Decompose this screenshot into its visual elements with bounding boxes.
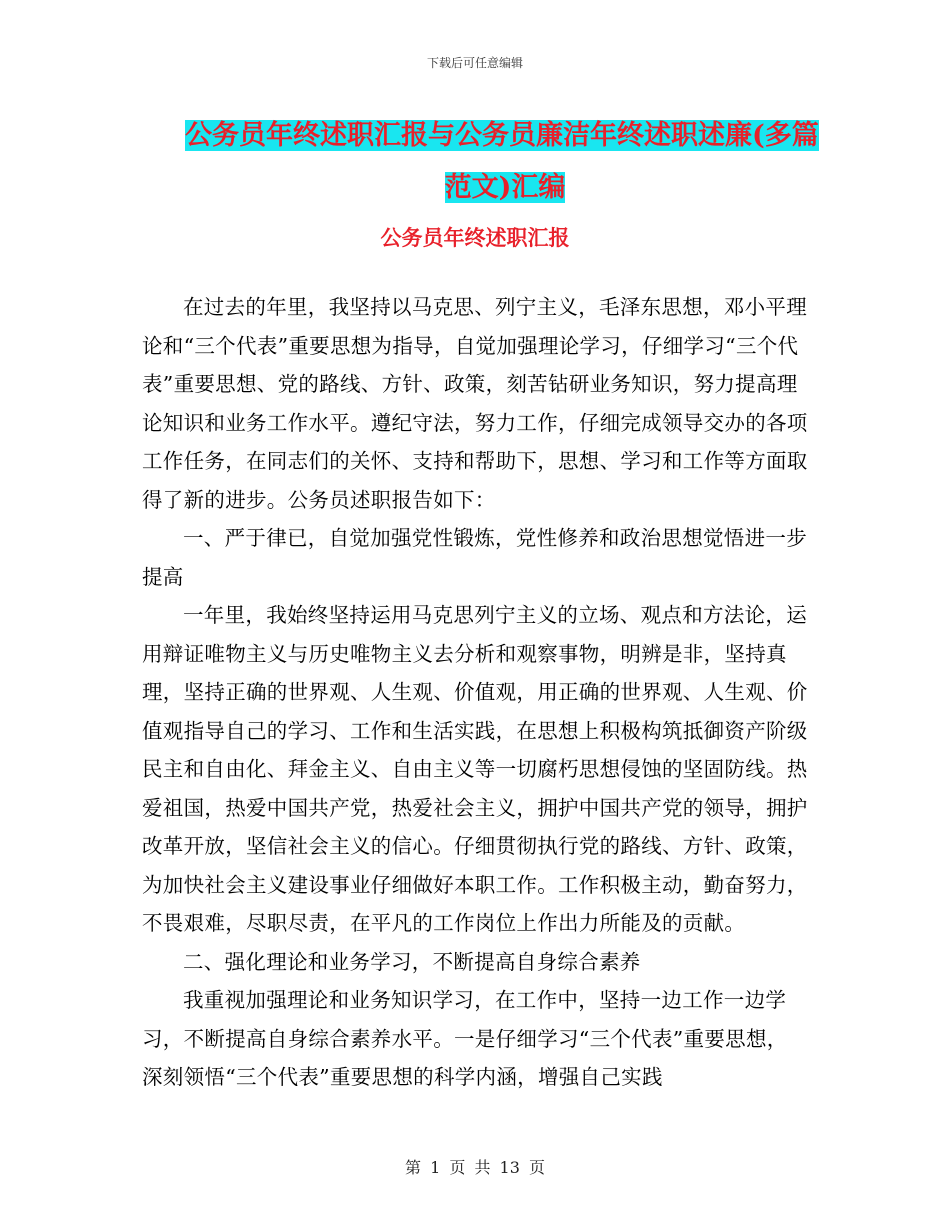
paragraph: 在过去的年里，我坚持以马克思、列宁主义，毛泽东思想，邓小平理论和“三个代表”重要思想为指导，自觉加强理论学习，仔细学习“三个代表”重要思想、党的路线、方针、政策，刻苦钻研业务知识，努力提高理论知识和业务工作水平。遵纪守法，努力工作，仔细完成领导交办的各项工作任务，在同志们的关怀、支持和帮助下，思想、学习和工作等方面取得了新的进步。公务员述职报告如下： bbox=[142, 295, 808, 512]
paragraph: 二、强化理论和业务学习，不断提高自身综合素养 bbox=[183, 949, 641, 974]
document-title bbox=[185, 110, 825, 214]
paragraph: 一、严于律已，自觉加强党性锻炼，党性修养和政治思想觉悟进一步提高 bbox=[142, 526, 807, 589]
title-line-2: 范文)汇编 bbox=[444, 172, 566, 203]
title-line-1: 公务员年终述职汇报与公务员廉洁年终述职述廉(多篇 bbox=[185, 120, 819, 151]
paragraph: 一年里，我始终坚持运用马克思列宁主义的立场、观点和方法论，运用辩证唯物主义与历史唯物主义去分析和观察事物，明辨是非，坚持真理，坚持正确的世界观、人生观、价值观，用正确的世界观、人生观、价值观指导自己的学习、工作和生活实践，在思想上积极构筑抵御资产阶级民主和自由化、拜金主义、自由主义等一切腐朽思想侵蚀的坚固防线。热爱祖国，热爱中国共产党，热爱社会主义，拥护中国共产党的领导，拥护改革开放，坚信社会主义的信心。仔细贯彻执行党的路线、方针、政策，为加快社会主义建设事业仔细做好本职工作。工作积极主动，勤奋努力，不畏艰难，尽职尽责，在平凡的工作岗位上作出力所能及的贡献。 bbox=[142, 603, 808, 935]
page-number-footer: 第 1 页 共 13 页 bbox=[405, 1158, 545, 1177]
body-text bbox=[142, 288, 808, 1097]
paragraph: 我重视加强理论和业务知识学习，在工作中，坚持一边工作一边学习，不断提高自身综合素养水平。一是仔细学习“三个代表”重要思想，深刻领悟“三个代表”重要思想的科学内涵，增强自己实践 bbox=[142, 988, 788, 1089]
section-title: 公务员年终述职汇报 bbox=[380, 225, 570, 250]
page-header-note: 下载后可任意编辑 bbox=[426, 56, 523, 70]
